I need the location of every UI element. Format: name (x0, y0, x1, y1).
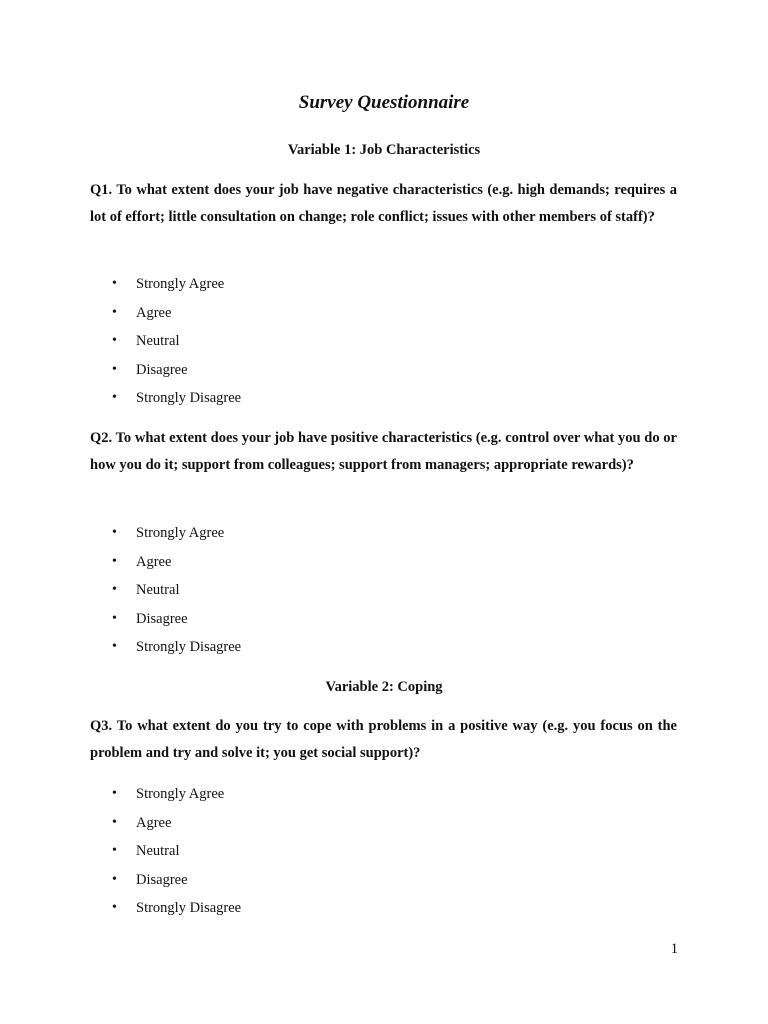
option-label: Disagree (136, 610, 188, 627)
bullet-icon: • (112, 843, 117, 859)
option-label: Neutral (136, 843, 180, 860)
question-2-text: Q2. To what extent does your job have positive characteristics (e.g. control over what you do or how you do it; support from colleagues; support from managers; appropriate rewards)? (90, 430, 677, 474)
bullet-icon: • (112, 333, 117, 349)
bullet-icon: • (112, 786, 117, 801)
option-label: Strongly Disagree (136, 900, 242, 917)
option-label: Strongly Agree (136, 786, 225, 802)
option-label: Strongly Agree (136, 525, 225, 541)
page-number: 1 (670, 941, 678, 957)
bullet-icon: • (112, 553, 117, 569)
option-label: Disagree (136, 361, 188, 378)
question-3-text: Q3. To what extent do you try to cope with problems in a positive way (e.g. you focus on the problem and try and solve it; you get social support)? (90, 718, 677, 762)
bullet-icon: • (112, 361, 117, 377)
bullet-icon: • (112, 304, 117, 320)
bullet-icon: • (112, 582, 117, 598)
bullet-icon: • (112, 610, 117, 626)
bullet-icon: • (112, 639, 117, 655)
option-label: Neutral (136, 333, 180, 350)
question-1-text: Q1. To what extent does your job have negative characteristics (e.g. high demands; requires a lot of effort; little consultation on change; role conflict; issues with other members of staff)? (90, 182, 677, 226)
section-heading-variable-2: Variable 2: Coping (325, 679, 443, 695)
bullet-icon: • (112, 871, 117, 887)
section-heading-variable-1: Variable 1: Job Characteristics (287, 142, 481, 158)
bullet-icon: • (112, 390, 117, 406)
option-label: Agree (136, 814, 172, 831)
bullet-icon: • (112, 900, 117, 916)
option-label: Neutral (136, 582, 180, 599)
option-label: Strongly Disagree (136, 390, 242, 407)
option-label: Strongly Disagree (136, 639, 242, 656)
bullet-icon: • (112, 276, 117, 291)
bullet-icon: • (112, 525, 117, 540)
option-label: Agree (136, 553, 172, 570)
option-label: Strongly Agree (136, 276, 225, 292)
bullet-icon: • (112, 814, 117, 830)
option-label: Agree (136, 304, 172, 321)
document-title: Survey Questionnaire (298, 92, 470, 113)
option-label: Disagree (136, 871, 188, 888)
